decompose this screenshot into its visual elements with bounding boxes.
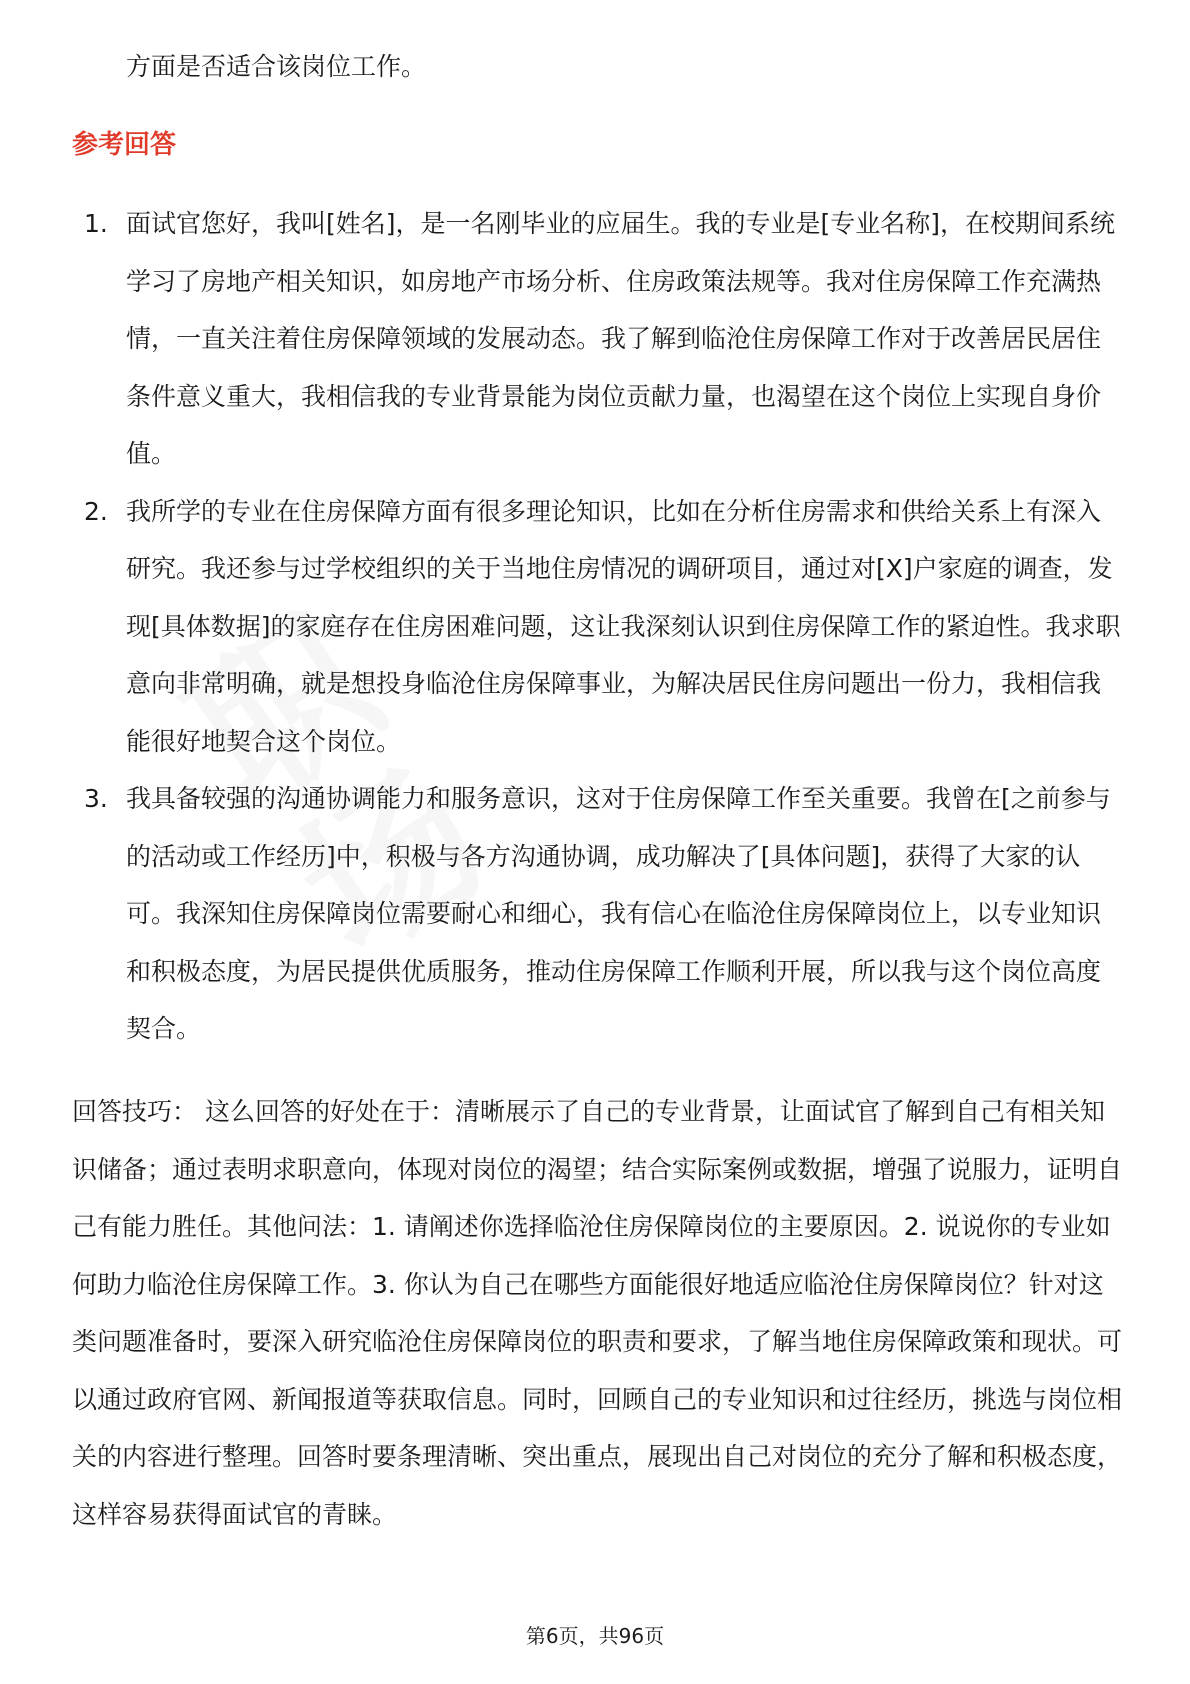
answer-number: 1.	[84, 209, 108, 238]
continued-paragraph: 方面是否适合该岗位工作。	[126, 52, 427, 81]
answer-list	[72, 195, 1122, 1058]
answer-number: 2.	[84, 496, 108, 526]
page-number-footer: 第6页，共96页	[525, 1624, 665, 1648]
answer-text: 我具备较强的沟通协调能力和服务意识，这对于住房保障工作至关重要。我曾在[之前参与的活动或工作经历]中，积极与各方沟通协调，成功解决了[具体问题]，获得了大家的认可。我深知住房保障岗位需要耐心和细心，我有信心在临沧住房保障岗位上，以专业知识和积极态度，为居民提供优质服务，推动住房保障工作顺利开展，所以我与这个岗位高度契合。	[126, 784, 1111, 1043]
answer-item-2	[72, 483, 1122, 771]
answer-text: 我所学的专业在住房保障方面有很多理论知识，比如在分析住房需求和供给关系上有深入研究。我还参与过学校组织的关于当地住房情况的调研项目，通过对[X]户家庭的调查，发现[具体数据]的家庭存在住房困难问题，这让我深刻认识到住房保障工作的紧迫性。我求职意向非常明确，就是想投身临沧住房保障事业，为解决居民住房问题出一份力，我相信我能很好地契合这个岗位。	[126, 496, 1121, 756]
answer-tips-paragraph: 回答技巧： 这么回答的好处在于：清晰展示了自己的专业背景，让面试官了解到自己有相关知识储备；通过表明求职意向，体现对岗位的渴望；结合实际案例或数据，增强了说服力，证明自己有能力胜任。其他问法：1. 请阐述你选择临沧住房保障岗位的主要原因。2. 说说你的专业如何助力临沧住房保障工作。3. 你认为自己在哪些方面能很好地适应临沧住房保障岗位？针对这类问题准备时，要深入研究临沧住房保障岗位的职责和要求，了解当地住房保障政策和现状。可以通过政府官网、新闻报道等获取信息。同时，回顾自己的专业知识和过往经历，挑选与岗位相关的内容进行整理。回答时要条理清晰、突出重点，展现出自己对岗位的充分了解和积极态度，这样容易获得面试官的青睐。	[72, 1097, 1123, 1529]
answer-item-1	[72, 195, 1122, 483]
answer-text: 面试官您好，我叫[姓名]，是一名刚毕业的应届生。我的专业是[专业名称]，在校期间系统学习了房地产相关知识，如房地产市场分析、住房政策法规等。我对住房保障工作充满热情，一直关注着住房保障领域的发展动态。我了解到临沧住房保障工作对于改善居民居住条件意义重大，我相信我的专业背景能为岗位贡献力量，也渴望在这个岗位上实现自身价值。	[126, 209, 1116, 468]
answer-number: 3.	[84, 784, 108, 813]
section-title: 参考回答	[72, 130, 177, 160]
answer-item-3	[72, 770, 1122, 1058]
